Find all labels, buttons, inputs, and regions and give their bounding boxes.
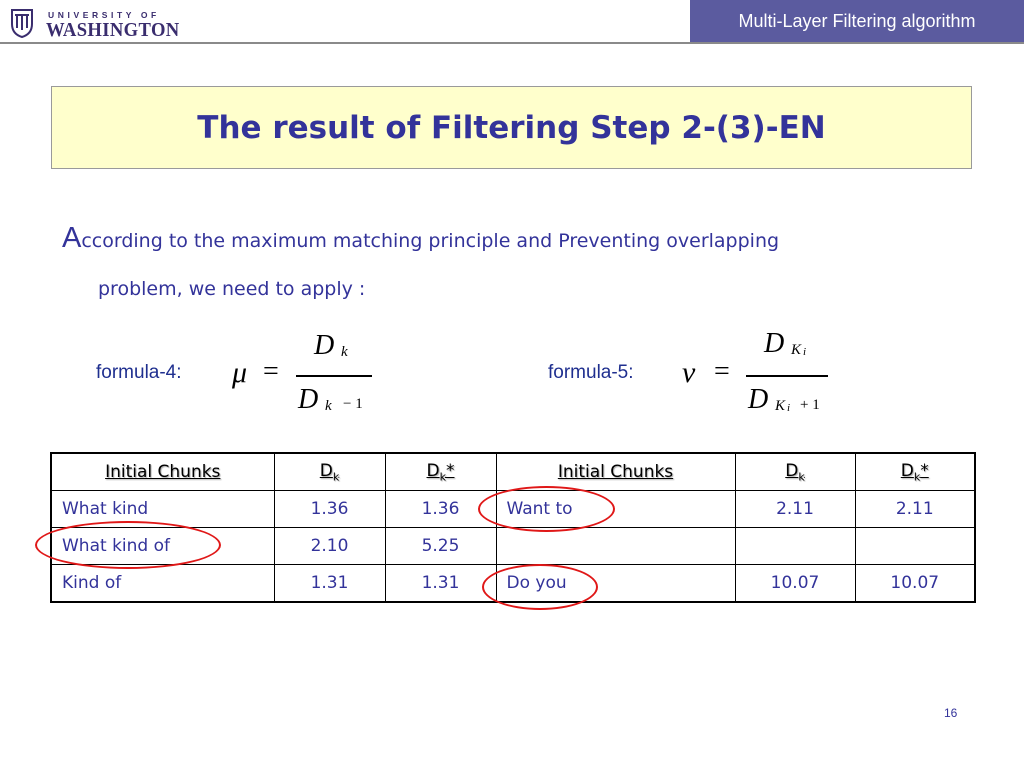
formula-5-numerator: D — [764, 328, 785, 359]
table-cell — [496, 528, 735, 565]
table-cell — [735, 528, 855, 565]
highlight-circle-do-you — [482, 564, 598, 610]
table-cell: Do you — [496, 565, 735, 603]
table-cell: 1.36 — [385, 491, 496, 528]
formula-5-denominator-tail: + 1 — [800, 397, 820, 413]
formula-4-denominator: D — [298, 384, 319, 415]
header-dk-star: $D_k*$ — [385, 453, 496, 491]
page-number: 16 — [944, 706, 958, 720]
body-line-2: problem, we need to apply : — [98, 278, 366, 300]
table-cell: 2.11 — [735, 491, 855, 528]
table-cell: Want to — [496, 491, 735, 528]
table-cell: Kind of — [51, 565, 274, 603]
table-cell: 1.36 — [274, 491, 385, 528]
table-cell: What kind — [51, 491, 274, 528]
university-logo — [8, 6, 178, 40]
formula-5-denominator: D — [748, 384, 769, 415]
formula-4-fraction-bar — [296, 375, 372, 377]
university-shield-icon — [10, 8, 34, 38]
table-cell: What kind of — [51, 528, 274, 565]
table-header-row — [51, 453, 975, 491]
table-cell: 2.10 — [274, 528, 385, 565]
table-cell: 2.11 — [855, 491, 975, 528]
formula-5-label: formula-5: — [548, 362, 634, 383]
formula-5-denominator-subsub: i — [787, 402, 791, 414]
logo-university-text: UNIVERSITY OF — [48, 10, 160, 20]
table-cell: 5.25 — [385, 528, 496, 565]
body-line-1-text: ccording to the maximum matching principle and Preventing overlapping — [81, 230, 780, 252]
formula-4-numerator-sub: k — [341, 344, 348, 360]
table-cell — [855, 528, 975, 565]
formula-4-denominator-sub: k — [325, 398, 332, 414]
drop-cap: A — [62, 222, 82, 254]
section-title-label: Multi-Layer Filtering algorithm — [738, 10, 976, 31]
logo-washington-text: WASHINGTON — [46, 19, 180, 41]
header-initial-chunks: Initial Chunks — [51, 453, 274, 491]
formula-4-denominator-tail: − 1 — [343, 396, 363, 412]
formula-5-numerator-subsub: i — [803, 346, 807, 358]
header-dk: $D_k$ — [274, 453, 385, 491]
table-cell: 10.07 — [735, 565, 855, 603]
formula-5-equals: = — [714, 356, 730, 387]
slide-title-box — [51, 86, 972, 169]
highlight-circle-want-to — [478, 486, 615, 532]
formula-4-mu: μ — [232, 356, 248, 389]
slide-title: The result of Filtering Step 2-(3)-EN — [197, 109, 826, 146]
table-cell: 1.31 — [274, 565, 385, 603]
formula-4-equals: = — [263, 356, 279, 387]
formula-5-numerator-sub: K — [791, 342, 802, 358]
table-cell: 10.07 — [855, 565, 975, 603]
formula-4-numerator: D — [314, 330, 335, 361]
header-dk-2: $D_k$ — [735, 453, 855, 491]
highlight-circle-what-kind-of — [35, 521, 221, 569]
body-line-1 — [62, 222, 779, 255]
section-title-tab — [690, 0, 1024, 42]
formula-5-denominator-sub: K — [775, 398, 786, 414]
formula-5-fraction-bar — [746, 375, 828, 377]
table-cell: 1.31 — [385, 565, 496, 603]
header-divider — [0, 42, 1024, 44]
header-dk-star-2: $D_k*$ — [855, 453, 975, 491]
formula-5-nu: ν — [682, 356, 696, 389]
header-initial-chunks-2: Initial Chunks — [496, 453, 735, 491]
formula-4-label: formula-4: — [96, 362, 182, 383]
